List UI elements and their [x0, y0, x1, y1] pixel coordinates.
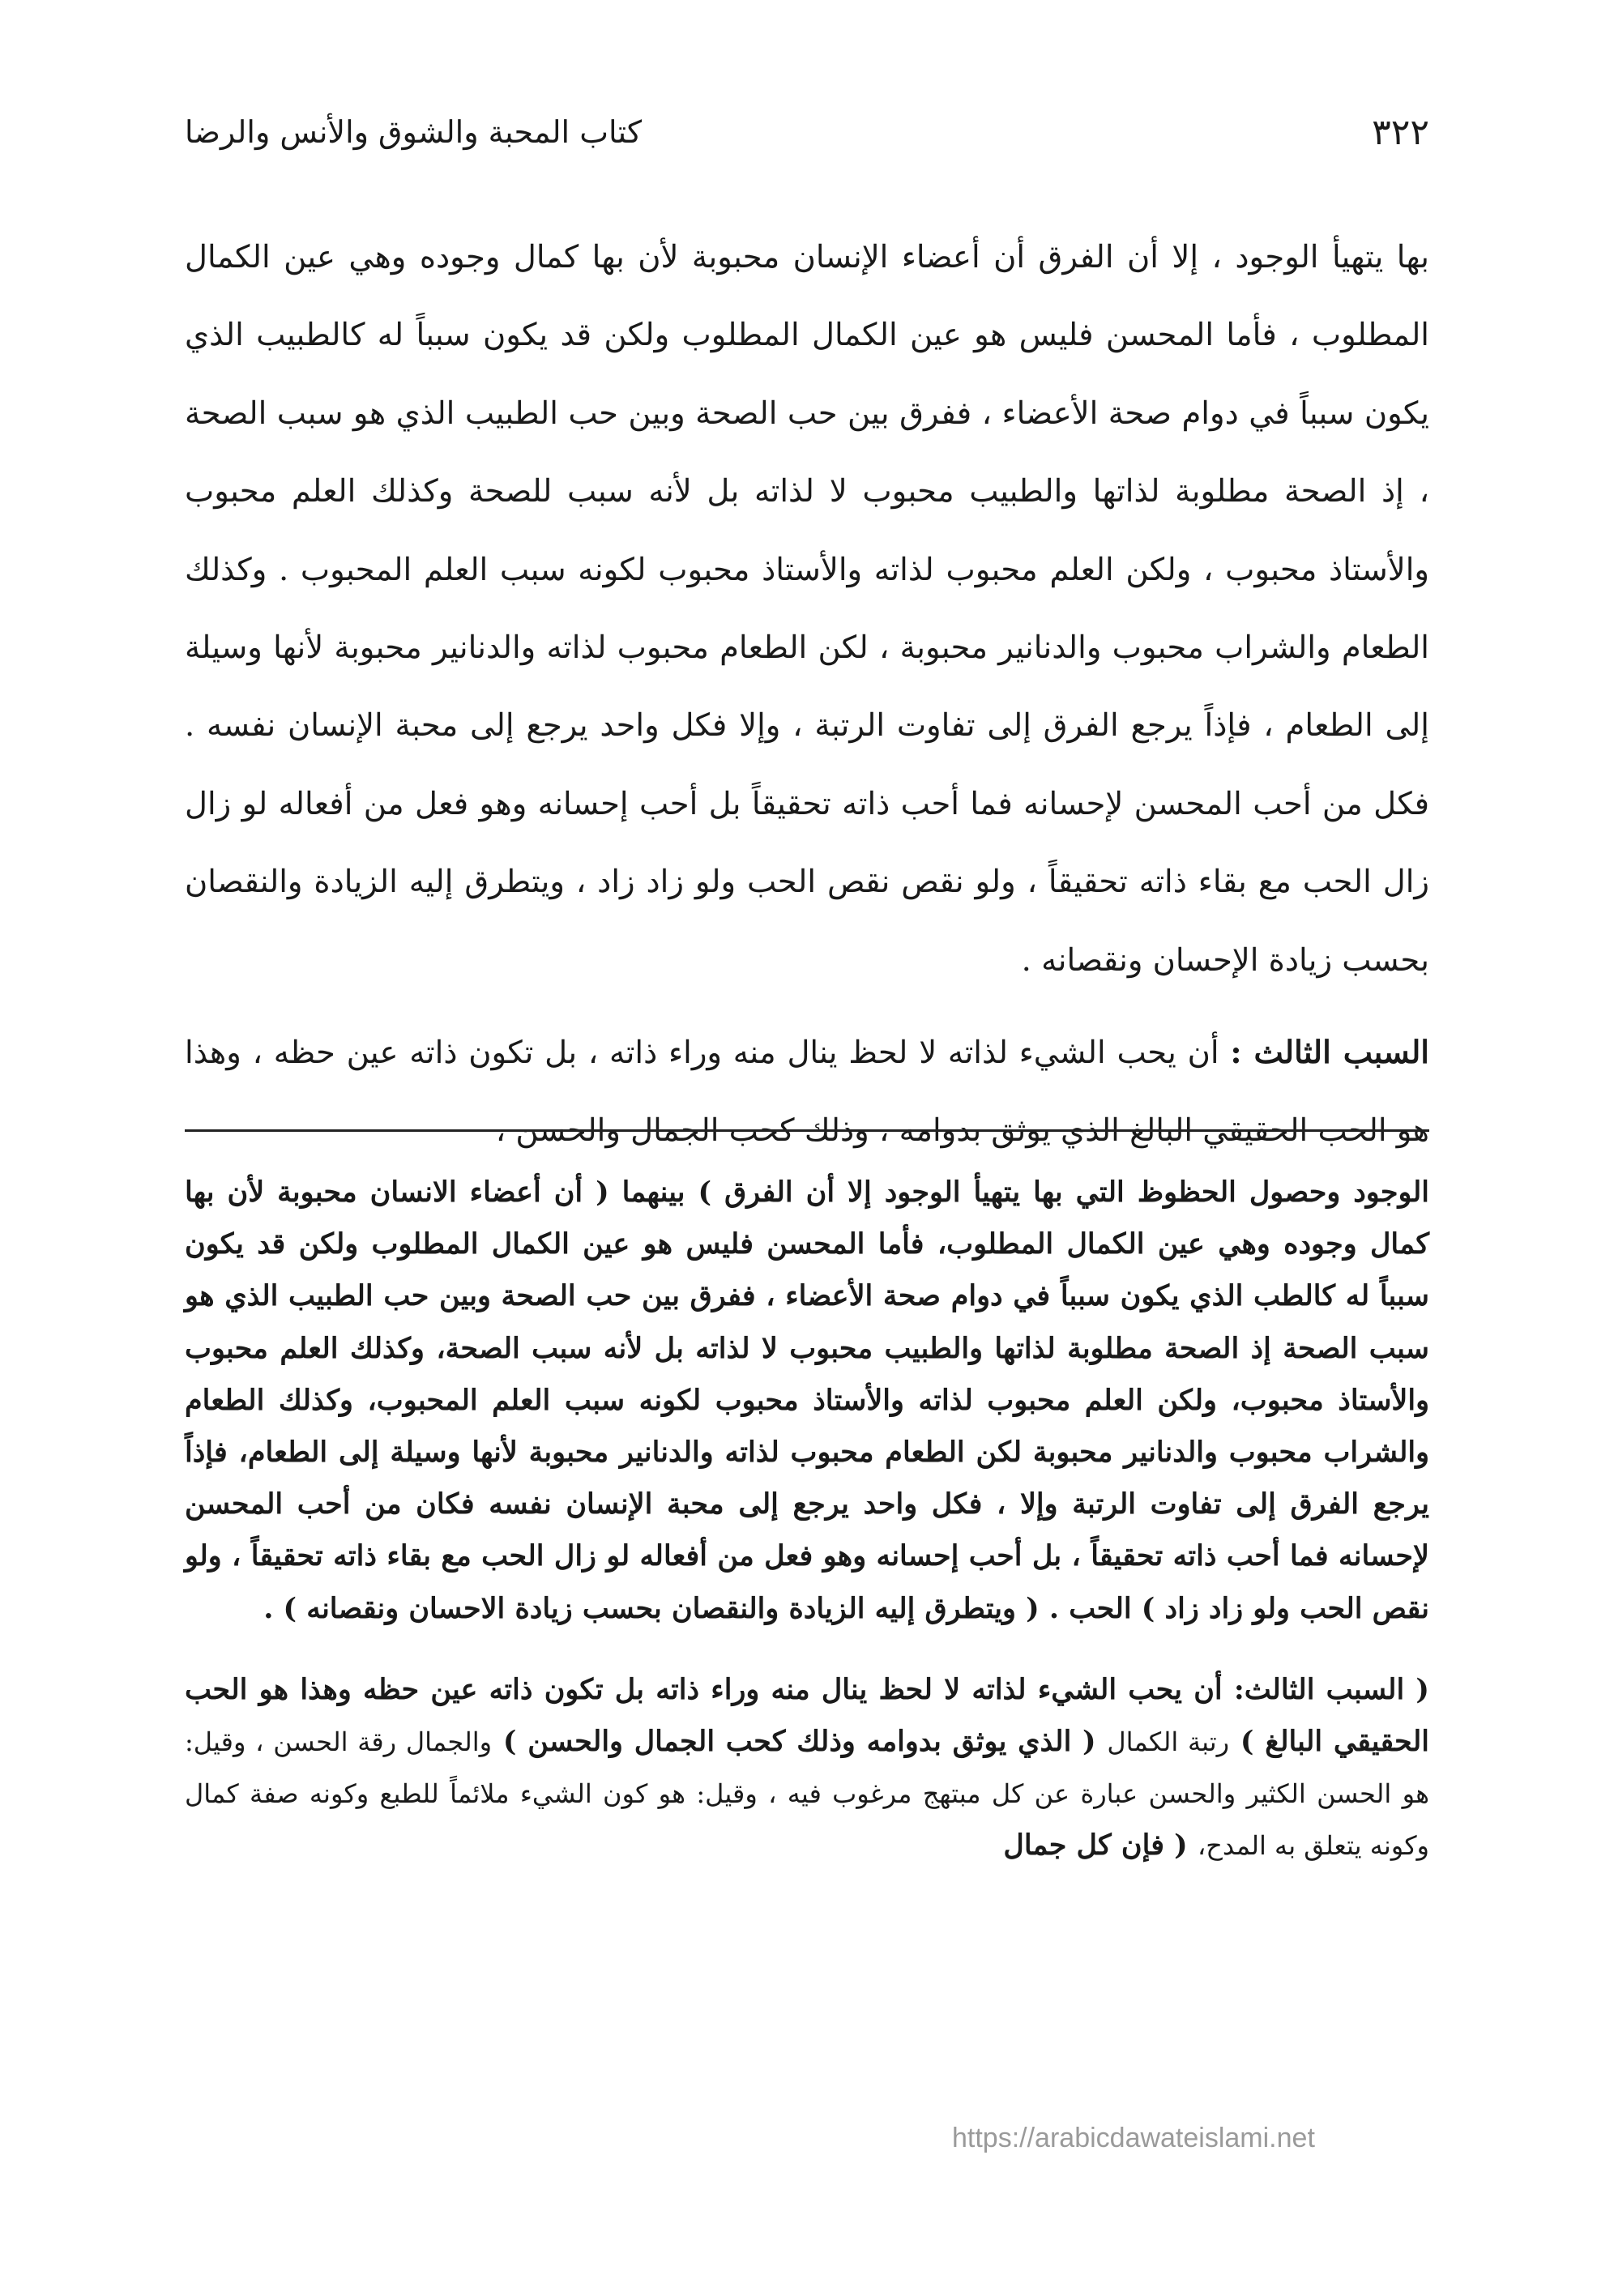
commentary-text [185, 1167, 1429, 1872]
page-number: ٣٢٢ [1372, 111, 1429, 153]
commentary-paragraph: الوجود وحصول الحظوظ التي بها يتهيأ الوجود إلا أن الفرق ) بينهما ( أن أعضاء الانسان محبوبة لأن بها كمال وجوده وهي عين الكمال المطلوب، فأما المحسن فليس هو عين الكمال المطلوب ولكن قد يكون سبباً له كالطب الذي يكون سبباً في دوام صحة الأعضاء ، ففرق بين حب الصحة وبين حب الطبيب الذي هو سبب الصحة إذ الصحة مطلوبة لذاتها والطبيب محبوب لا لذاته بل لأنه سبب الصحة، وكذلك العلم محبوب والأستاذ محبوب، ولكن العلم محبوب لذاته والأستاذ محبوب لكونه سبب العلم المحبوب، وكذلك الطعام والشراب محبوب والدنانير محبوبة لكن الطعام محبوب لذاته والدنانير محبوبة لأنها وسيلة إلى الطعام، فإذاً يرجع الفرق إلى تفاوت الرتبة وإلا ، فكل واحد يرجع إلى محبة الإنسان نفسه فكان من أحب المحسن لإحسانه فما أحب ذاته تحقيقاً ، بل أحب إحسانه وهو فعل من أفعاله لو زال الحب مع بقاء ذاته تحقيقاً ، ولو نقص الحب ولو زاد زاد ) الحب . ( ويتطرق إليه الزيادة والنقصان بحسب زيادة الاحسان ونقصانه ) . [185, 1176, 1430, 1625]
commentary-gloss: رتبة الكمال [1107, 1726, 1230, 1758]
watermark-url: https://arabicdawateislami.net [952, 2123, 1315, 2153]
commentary-quote: ( فإن كل جمال [1003, 1829, 1188, 1863]
page-header [185, 104, 1429, 160]
footnote-divider [185, 1129, 1429, 1132]
main-text [185, 219, 1429, 1171]
commentary-paragraph [185, 1664, 1429, 1872]
main-paragraph [185, 1014, 1429, 1171]
running-title: كتاب المحبة والشوق والأنس والرضا [185, 114, 643, 150]
main-paragraph: بها يتهيأ الوجود ، إلا أن الفرق أن أعضاء الإنسان محبوبة لأن بها كمال وجوده وهي عين الكمال المطلوب ، فأما المحسن فليس هو عين الكمال المطلوب ولكن قد يكون سبباً له كالطبيب الذي يكون سبباً في دوام صحة الأعضاء ، ففرق بين حب الصحة وبين حب الطبيب الذي هو سبب الصحة ، إذ الصحة مطلوبة لذاتها والطبيب محبوب لا لذاته بل لأنه سبب للصحة وكذلك العلم محبوب والأستاذ محبوب ، ولكن العلم محبوب لذاته والأستاذ محبوب لكونه سبب العلم المحبوب . وكذلك الطعام والشراب محبوب والدنانير محبوبة ، لكن الطعام محبوب لذاته والدنانير محبوبة لأنها وسيلة إلى الطعام ، فإذاً يرجع الفرق إلى تفاوت الرتبة ، وإلا فكل واحد يرجع إلى محبة الإنسان نفسه . فكل من أحب المحسن لإحسانه فما أحب ذاته تحقيقاً بل أحب إحسانه وهو فعل من أفعاله لو زال زال الحب مع بقاء ذاته تحقيقاً ، ولو نقص نقص الحب ولو زاد زاد ، ويتطرق إليه الزيادة والنقصان بحسب زيادة الإحسان ونقصانه . [185, 239, 1429, 979]
section-label: السبب الثالث : [1230, 1035, 1430, 1072]
commentary-gloss: والجمال رقة الحسن ، وقيل: هو الحسن الكثير والحسن عبارة عن كل مبتهج مرغوب فيه ، وقيل: هو كون الشيء ملائماً للطبع وكونه صفة كمال وكونه يتعلق به المدح، [185, 1726, 1430, 1862]
commentary-quote: ( السبب الثالث: أن يحب الشيء لذاته لا لحظ ينال منه وراء ذاته بل تكون ذاته عين حظه وهذا هو الحب الحقيقي البالغ ) [185, 1672, 1430, 1759]
main-paragraph-text: أن يحب الشيء لذاته لا لحظ ينال منه وراء ذاته ، بل تكون ذاته عين حظه ، وهذا هو الحب الحقيقي البالغ الذي يوثق بدوامه ، وذلك كحب الجمال والحسن ، [185, 1035, 1429, 1150]
commentary-quote: ( الذي يوثق بدوامه وذلك كحب الجمال والحسن ) [502, 1725, 1096, 1759]
